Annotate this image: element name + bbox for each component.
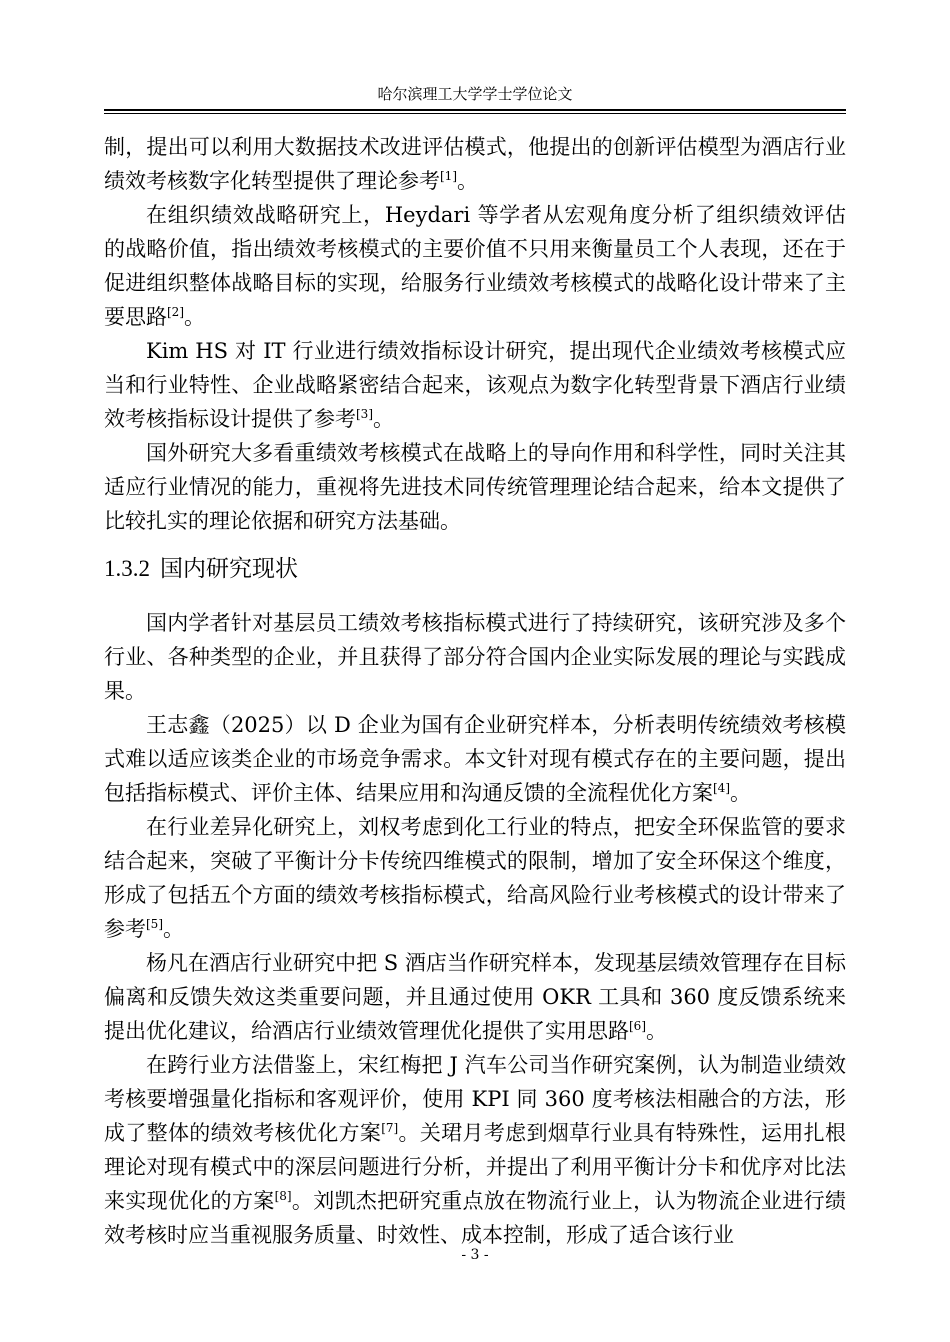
page-body bbox=[104, 130, 846, 1252]
citation: [6] bbox=[629, 1019, 646, 1033]
citation: [7] bbox=[381, 1121, 399, 1135]
paragraph: 王志鑫（2025）以 D 企业为国有企业研究样本，分析表明传统绩效考核模式难以适应该类企业的市场竞争需求。本文针对现有模式存在的主要问题，提出包括指标模式、评价主体、结果应用和沟通反馈的全流程优化方案[4]。 bbox=[104, 713, 846, 805]
paragraph: 制，提出可以利用大数据技术改进评估模式，他提出的创新评估模型为酒店行业绩效考核数字化转型提供了理论参考[1]。 bbox=[104, 135, 846, 193]
paragraph: 在行业差异化研究上，刘权考虑到化工行业的特点，把安全环保监管的要求结合起来，突破了平衡计分卡传统四维模式的限制，增加了安全环保这个维度，形成了包括五个方面的绩效考核指标模式，给高风险行业考核模式的设计带来了参考[5]。 bbox=[104, 815, 846, 941]
citation: [8] bbox=[274, 1189, 292, 1203]
header-rule-thin bbox=[104, 113, 846, 114]
citation: [1] bbox=[440, 169, 457, 183]
paragraph: 杨凡在酒店行业研究中把 S 酒店当作研究样本，发现基层绩效管理存在目标偏离和反馈失效这类重要问题，并且通过使用 OKR 工具和 360 度反馈系统来提出优化建议，给酒店行业绩效管理优化提供了实用思路[6]。 bbox=[104, 951, 846, 1043]
page-number: - 3 - bbox=[461, 1247, 489, 1263]
section-title: 国内研究现状 bbox=[160, 556, 298, 582]
paragraph: 国外研究大多看重绩效考核模式在战略上的导向作用和科学性，同时关注其适应行业情况的能力，重视将先进技术同传统管理理论结合起来，给本文提供了比较扎实的理论依据和研究方法基础。 bbox=[104, 441, 846, 533]
header-rule bbox=[104, 109, 846, 111]
section-number: 1.3.2 bbox=[104, 556, 150, 581]
citation: [2] bbox=[167, 305, 184, 319]
citation: [5] bbox=[146, 917, 163, 931]
citation: [3] bbox=[356, 407, 373, 421]
paragraph: 在跨行业方法借鉴上，宋红梅把 J 汽车公司当作研究案例，认为制造业绩效考核要增强量化指标和客观评价，使用 KPI 同 360 度考核法相融合的方法，形成了整体的绩效考核优化方案[7]。关珺月考虑到烟草行业具有特殊性，运用扎根理论对现有模式中的深层问题进行分析，并提出了利用平衡计分卡和优序对比法来实现优化的方案[8]。刘凯杰把研究重点放在物流行业上，认为物流企业进行绩效考核时应当重视服务质量、时效性、成本控制，形成了适合该行业 bbox=[104, 1053, 847, 1247]
paragraph: 国内学者针对基层员工绩效考核指标模式进行了持续研究，该研究涉及多个行业、各种类型的企业，并且获得了部分符合国内企业实际发展的理论与实践成果。 bbox=[104, 611, 846, 703]
paragraph: Kim HS 对 IT 行业进行绩效指标设计研究，提出现代企业绩效考核模式应当和行业特性、企业战略紧密结合起来，该观点为数字化转型背景下酒店行业绩效考核指标设计提供了参考[3]。 bbox=[104, 339, 846, 431]
running-header: 哈尔滨理工大学学士学位论文 bbox=[377, 85, 573, 103]
paragraph: 在组织绩效战略研究上，Heydari 等学者从宏观角度分析了组织绩效评估的战略价值，指出绩效考核模式的主要价值不只用来衡量员工个人表现，还在于促进组织整体战略目标的实现，给服务行业绩效考核模式的战略化设计带来了主要思路[2]。 bbox=[104, 203, 846, 329]
citation: [4] bbox=[713, 781, 730, 795]
section-heading bbox=[104, 552, 846, 586]
